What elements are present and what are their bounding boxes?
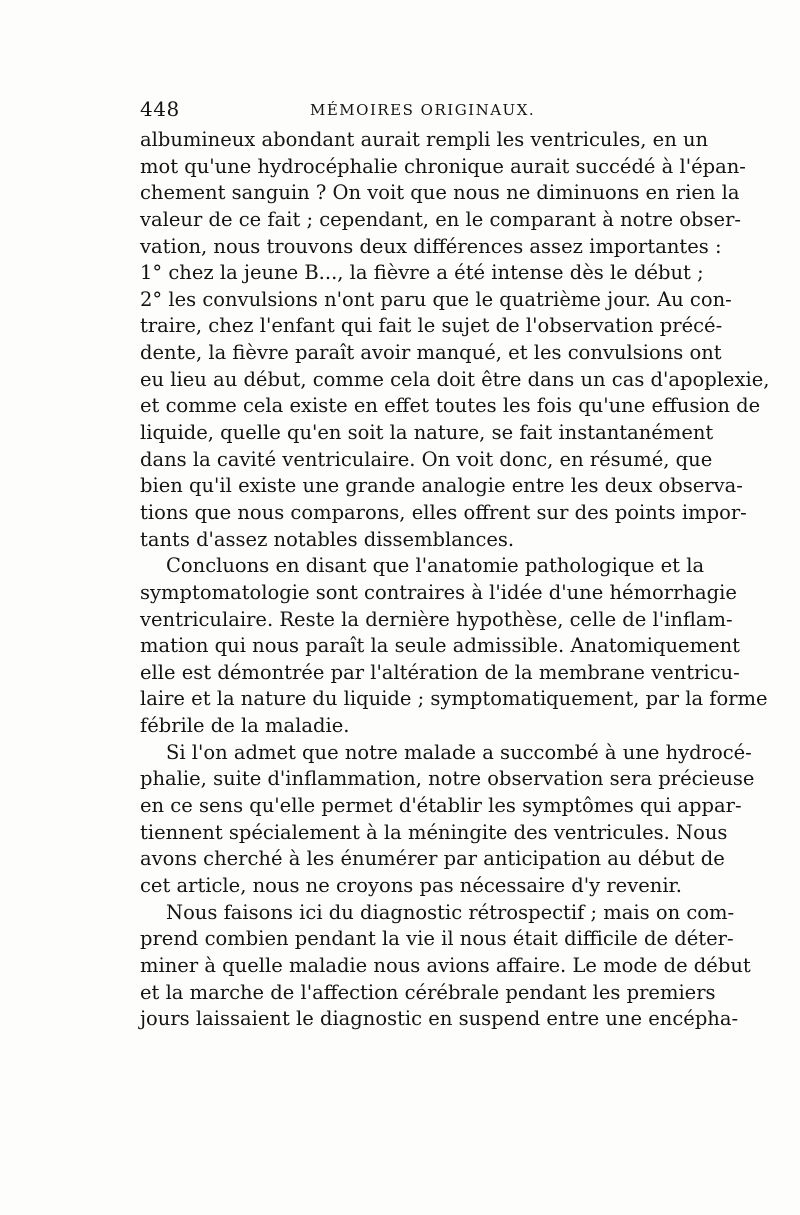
- text-line: albumineux abondant aurait rempli les ventricules, en un: [140, 128, 709, 151]
- text-line: fébrile de la maladie.: [140, 714, 350, 738]
- text-line: et la marche de l'affection cérébrale pendant les premiers: [140, 980, 716, 1004]
- text-line: avons cherché à les énumérer par anticipation au début de: [140, 847, 725, 871]
- text-line: valeur de ce fait ; cependant, en le comparant à notre obser-: [140, 207, 741, 231]
- page-number: 448: [140, 97, 180, 121]
- text-line: et comme cela existe en effet toutes les fois qu'une effusion de: [140, 394, 761, 418]
- text-line: mation qui nous paraît la seule admissible. Anatomiquement: [140, 634, 741, 658]
- text-line: dente, la fièvre paraît avoir manqué, et les convulsions ont: [140, 341, 722, 365]
- text-line: chement sanguin ? On voit que nous ne diminuons en rien la: [140, 181, 740, 205]
- running-head: [140, 97, 660, 121]
- running-title: MÉMOIRES ORIGINAUX.: [310, 101, 536, 119]
- text-line: Concluons en disant que l'anatomie pathologique et la: [166, 554, 705, 578]
- text-line: bien qu'il existe une grande analogie entre les deux observa-: [140, 474, 743, 498]
- text-line: cet article, nous ne croyons pas nécessaire d'y revenir.: [140, 873, 682, 897]
- text-line: prend combien pendant la vie il nous était difficile de déter-: [140, 927, 734, 951]
- text-line: tions que nous comparons, elles offrent sur des points impor-: [140, 500, 747, 524]
- text-line: liquide, quelle qu'en soit la nature, se fait instantanément: [140, 421, 714, 445]
- text-line: miner à quelle maladie nous avions affaire. Le mode de début: [140, 953, 751, 977]
- text-line: ventriculaire. Reste la dernière hypothèse, celle de l'inflam-: [140, 607, 733, 631]
- text-line: 2° les convulsions n'ont paru que le quatrième jour. Au con-: [140, 287, 732, 311]
- text-line: Si l'on admet que notre malade a succombé à une hydrocé-: [166, 740, 752, 764]
- text-line: Nous faisons ici du diagnostic rétrospectif ; mais on com-: [166, 900, 735, 924]
- text-line: phalie, suite d'inflammation, notre observation sera précieuse: [140, 767, 755, 791]
- text-line: tiennent spécialement à la méningite des ventricules. Nous: [140, 820, 728, 844]
- text-line: tants d'assez notables dissemblances.: [140, 527, 515, 551]
- text-line: jours laissaient le diagnostic en suspend entre une encépha-: [140, 1007, 739, 1031]
- text-line: elle est démontrée par l'altération de la membrane ventricu-: [140, 660, 740, 684]
- text-line: mot qu'une hydrocéphalie chronique aurait succédé à l'épan-: [140, 154, 746, 178]
- text-line: vation, nous trouvons deux différences assez importantes :: [140, 234, 722, 258]
- text-line: en ce sens qu'elle permet d'établir les symptômes qui appar-: [140, 794, 742, 818]
- text-line: dans la cavité ventriculaire. On voit donc, en résumé, que: [140, 447, 713, 471]
- body-text: [140, 127, 770, 1033]
- text-line: eu lieu au début, comme cela doit être dans un cas d'apoplexie,: [140, 367, 770, 391]
- text-line: symptomatologie sont contraires à l'idée d'une hémorrhagie: [140, 580, 737, 604]
- text-line: 1° chez la jeune B..., la fièvre a été intense dès le début ;: [140, 261, 704, 285]
- text-line: laire et la nature du liquide ; symptomatiquement, par la forme: [140, 687, 768, 711]
- text-line: traire, chez l'enfant qui fait le sujet de l'observation précé-: [140, 314, 723, 338]
